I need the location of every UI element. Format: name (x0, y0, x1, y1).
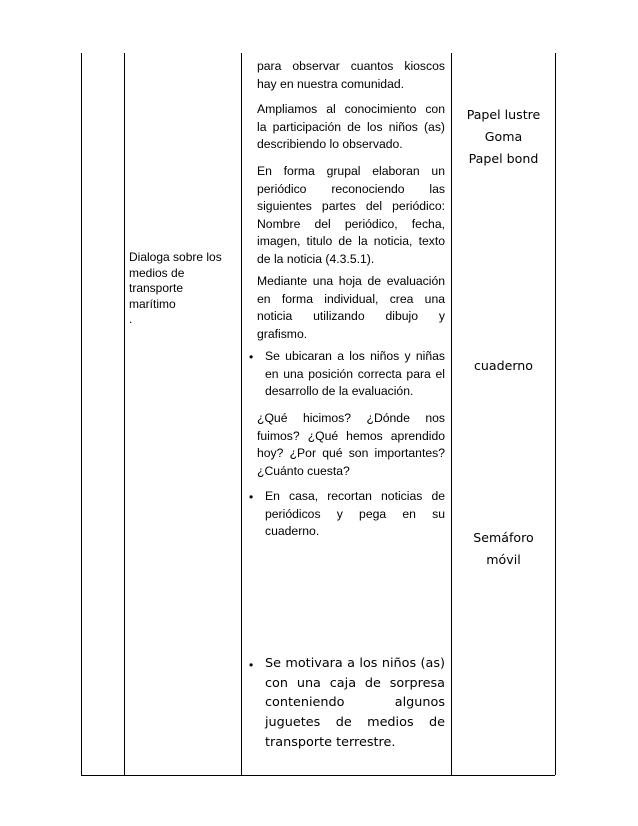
material-item: Papel lustre (466, 107, 541, 122)
text-line: noticia utilizando dibujo y (257, 309, 445, 324)
text-line: cuaderno. (265, 524, 320, 539)
text-line: en una posición correcta para el (265, 366, 445, 381)
text-line: Se motivara a los niños (as) (265, 656, 445, 671)
activity-paragraph-5 (257, 410, 445, 480)
topic-line: transporte (129, 281, 184, 295)
table-border-bottom (81, 775, 555, 776)
topic-line: Dialoga sobre los (129, 250, 222, 264)
bullet-dot-2: • (249, 490, 254, 504)
text-line: Se ubicaran a los niños y niñas (265, 349, 445, 363)
text-line: transporte terrestre. (265, 734, 396, 750)
material-item: Goma (484, 129, 523, 144)
material-item: Semáforo (473, 530, 534, 545)
activity-paragraph-1 (257, 58, 445, 93)
activity-bullet-3 (265, 654, 445, 753)
text-line: imagen, titulo de la noticia, texto (257, 234, 445, 249)
text-line: describiendo lo observado. (257, 137, 403, 152)
text-line: periódico reconociendo las (257, 181, 445, 196)
text-line: periódicos y pega en su (265, 506, 445, 521)
material-item: móvil (486, 552, 521, 567)
text-line: de la noticia (4.3.5.1). (257, 251, 375, 266)
text-line: conteniendo algunos (265, 695, 445, 711)
text-line: desarrollo de la evaluación. (265, 384, 414, 399)
text-line: la participación de los niños (as) (257, 119, 445, 134)
topic-cell (129, 250, 239, 328)
text-line: fuimos? ¿Qué hemos aprendido (257, 428, 445, 443)
activity-paragraph-2 (257, 101, 445, 154)
text-line: En casa, recortan noticias de (265, 489, 445, 503)
text-line: hoy? ¿Por qué son importantes? (257, 446, 445, 461)
materials-group-2 (452, 355, 555, 377)
text-line: con una caja de sorpresa (265, 675, 445, 691)
table-border-left (81, 53, 82, 775)
text-line: en forma individual, crea una (257, 291, 445, 306)
bullet-dot-3: • (249, 658, 254, 672)
table-divider-1 (124, 53, 125, 775)
text-line: Ampliamos al conocimiento con (257, 102, 445, 116)
text-line: Mediante una hoja de evaluación (257, 274, 445, 288)
text-line: hay en nuestra comunidad. (257, 76, 405, 91)
activity-bullet-1 (265, 348, 445, 401)
text-line: ¿Cuánto cuesta? (257, 463, 350, 478)
material-item: Papel bond (468, 151, 539, 166)
table-divider-2 (241, 53, 242, 775)
material-item: cuaderno (473, 358, 533, 373)
table-border-right (555, 53, 556, 775)
text-line: juguetes de medios de (265, 715, 445, 731)
topic-line: medios de (129, 265, 185, 280)
text-line: En forma grupal elaboran un (257, 164, 445, 178)
materials-group-3 (452, 527, 555, 571)
text-line: grafismo. (257, 326, 308, 341)
topic-line: marítimo (129, 296, 176, 311)
activity-paragraph-4 (257, 273, 445, 343)
text-line: para observar cuantos kioscos (257, 59, 445, 73)
text-line: Nombre del periódico, fecha, (257, 216, 445, 231)
bullet-dot-1: • (249, 350, 254, 364)
materials-group-1 (452, 104, 555, 170)
text-line: siguientes partes del periódico: (257, 199, 445, 214)
topic-line: . (129, 312, 133, 326)
activity-paragraph-3 (257, 163, 445, 269)
activity-bullet-2 (265, 488, 445, 541)
text-line: ¿Qué hicimos? ¿Dónde nos (257, 411, 445, 425)
